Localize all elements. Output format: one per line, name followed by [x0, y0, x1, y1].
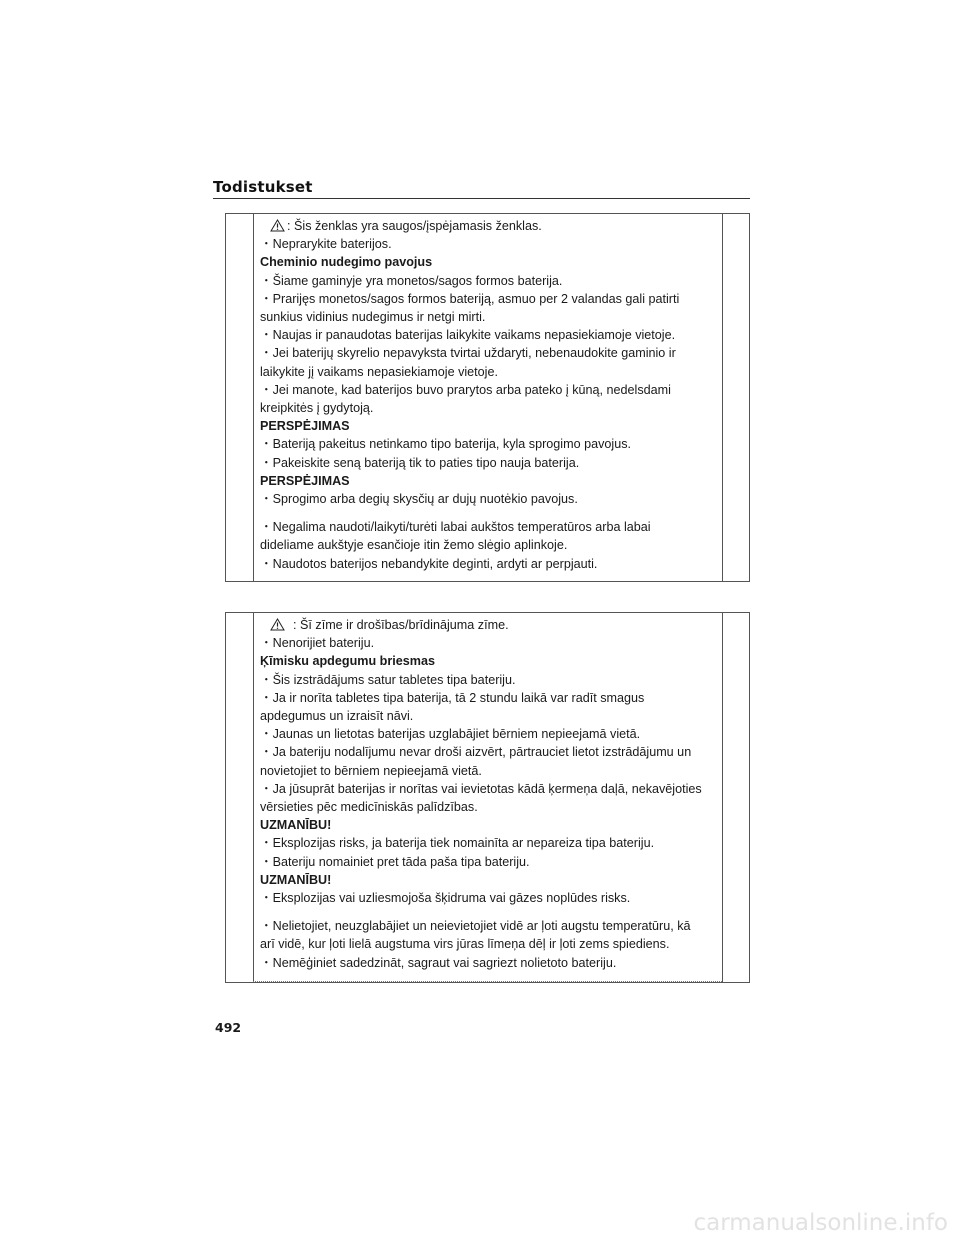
body-line: ・Ja ir norīta tabletes tipa baterija, tā 2 stundu laikā var radīt smagus [260, 690, 645, 705]
panel-left-divider [253, 613, 254, 982]
warning-symbol-text: : Šis ženklas yra saugos/įspėjamasis ženklas. [287, 219, 542, 233]
body-line: ・Eksplozijas vai uzliesmojoša šķidruma vai gāzes noplūdes risks. [260, 891, 631, 906]
section-heading: UZMANĪBU! [260, 818, 332, 833]
warning-triangle-icon [270, 219, 285, 232]
warning-panel-latvian [225, 612, 750, 983]
body-line: ・Jei baterijų skyrelio nepavyksta tvirtai uždaryti, nebenaudokite gaminio ir [260, 346, 676, 361]
title-divider [213, 198, 750, 199]
warning-symbol-text: : Šī zīme ir drošības/brīdinājuma zīme. [293, 618, 509, 632]
warning-symbol-line [260, 217, 720, 235]
panel-right-divider [722, 214, 723, 581]
body-line: kreipkitės į gydytoją. [260, 401, 374, 416]
body-line: ・Ja jūsuprāt baterijas ir norītas vai ievietotas kādā ķermeņa daļā, nekavējoties [260, 781, 702, 796]
body-line: ・Šiame gaminyje yra monetos/sagos formos baterija. [260, 273, 563, 288]
body-line: ・Eksplozijas risks, ja baterija tiek nomainīta ar nepareiza tipa bateriju. [260, 836, 655, 851]
body-line: ・Pakeiskite seną bateriją tik to paties tipo nauja baterija. [260, 455, 580, 470]
watermark: carmanualsonline.info [693, 1210, 948, 1236]
section-heading: Cheminio nudegimo pavojus [260, 255, 433, 270]
warning-symbol-line [260, 616, 720, 634]
panel-content [260, 217, 720, 573]
body-line: ・Jei manote, kad baterijos buvo prarytos arba pateko į kūną, nedelsdami [260, 382, 671, 397]
body-line: ・Šis izstrādājums satur tabletes tipa bateriju. [260, 672, 516, 687]
section-heading: PERSPĖJIMAS [260, 473, 350, 488]
panel-right-divider [722, 613, 723, 982]
warning-panel-lithuanian [225, 213, 750, 582]
section-heading: Ķīmisku apdegumu briesmas [260, 654, 435, 669]
page-number: 492 [215, 1020, 242, 1035]
body-line: ・Prarijęs monetos/sagos formos bateriją, asmuo per 2 valandas gali patirti [260, 291, 680, 306]
section-title: Todistukset [213, 178, 313, 196]
body-line: vērsieties pēc medicīniskās palīdzības. [260, 800, 478, 815]
body-line: ・Jaunas un lietotas baterijas uzglabājiet bērniem nepieejamā vietā. [260, 727, 641, 742]
body-line: ・Nelietojiet, neuzglabājiet un neievietojiet vidē ar ļoti augstu temperatūru, kā [260, 919, 691, 934]
panel-left-divider [253, 214, 254, 581]
body-line: apdegumus un izraisīt nāvi. [260, 709, 414, 724]
warning-triangle-icon [270, 618, 285, 631]
body-line: ・Naudotos baterijos nebandykite deginti, ardyti ar perpjauti. [260, 556, 598, 571]
body-line: ・Nemēģiniet sadedzināt, sagraut vai sagriezt nolietoto bateriju. [260, 955, 617, 970]
section-heading: PERSPĖJIMAS [260, 419, 350, 434]
body-line: ・Bateriju nomainiet pret tāda paša tipa bateriju. [260, 854, 530, 869]
body-line: ・Naujas ir panaudotas baterijas laikykite vaikams nepasiekiamoje vietoje. [260, 328, 676, 343]
body-line: novietojiet to bērniem nepieejamā vietā. [260, 763, 482, 778]
paragraph-gap [260, 907, 720, 917]
body-line: arī vidē, kur ļoti lielā augstuma virs jūras līmeņa dēļ ir ļoti zems spiediens. [260, 937, 670, 952]
body-line: dideliame aukštyje esančioje itin žemo slėgio aplinkoje. [260, 538, 568, 553]
body-line: ・Ja bateriju nodalījumu nevar droši aizvērt, pārtrauciet lietot izstrādājumu un [260, 745, 692, 760]
panel-content [260, 616, 720, 972]
body-line: ・Sprogimo arba degių skysčių ar dujų nuotėkio pavojus. [260, 492, 578, 507]
section-heading: UZMANĪBU! [260, 872, 332, 887]
body-line: ・Neprarykite baterijos. [260, 237, 392, 252]
body-line: laikykite jį vaikams nepasiekiamoje vietoje. [260, 364, 498, 379]
body-line: ・Negalima naudoti/laikyti/turėti labai aukštos temperatūros arba labai [260, 520, 651, 535]
body-line: ・Bateriją pakeitus netinkamo tipo baterija, kyla sprogimo pavojus. [260, 437, 632, 452]
paragraph-gap [260, 508, 720, 518]
body-line: ・Nenorijiet bateriju. [260, 636, 375, 651]
body-line: sunkius vidinius nudegimus ir netgi mirti. [260, 310, 486, 325]
dotted-bottom-rule [253, 981, 722, 982]
